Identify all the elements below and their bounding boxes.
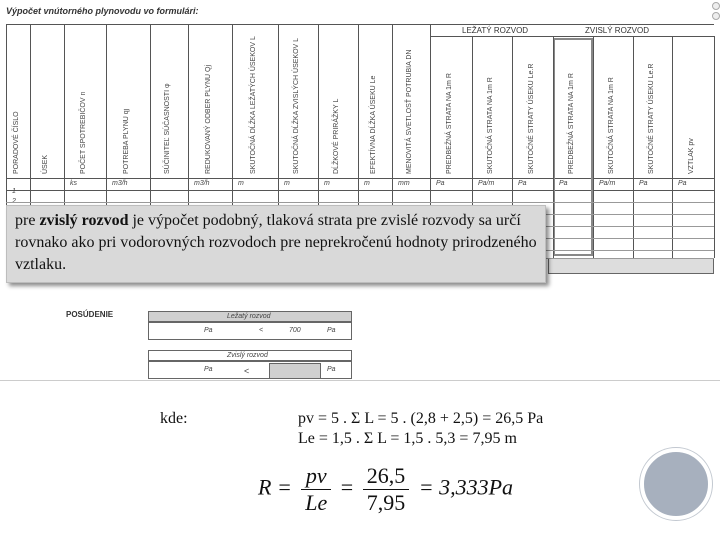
column-unit: ks <box>70 180 77 187</box>
column-unit: Pa/m <box>478 180 495 187</box>
column-header: POČET SPOTREBIČOV n <box>80 91 87 174</box>
column-divider <box>672 36 673 258</box>
header-bottom-line <box>6 178 714 179</box>
column-divider <box>553 36 554 258</box>
column-unit: m3/h <box>194 180 210 187</box>
column-unit: Pa <box>559 180 568 187</box>
zvisly-lt: < <box>244 366 250 376</box>
column-header: POTREBA PLYNU qj <box>123 108 130 174</box>
callout-bold: zvislý rozvod <box>39 212 129 229</box>
column-divider <box>633 36 634 258</box>
group-lezaty-rozvod: LEŽATÝ ROZVOD <box>462 26 529 35</box>
slide-dot-icon <box>712 12 720 20</box>
column-header: SKUTOČNÉ STRATY ÚSEKU Le.R <box>527 63 535 174</box>
column-unit: m <box>284 180 290 187</box>
le-equation: Le = 1,5 . Σ L = 1,5 . 5,3 = 7,95 m <box>298 430 517 447</box>
form-title: Výpočet vnútorného plynovodu vo formulári: <box>6 6 199 16</box>
zvisly-limit-cell <box>269 363 321 379</box>
r-formula: R = $\frac{pv}{Le}$ = $\frac{26,5}{7,95}$ = 3,333Pa <box>258 463 514 515</box>
zvisly-row <box>148 361 352 379</box>
lezaty-lt: < <box>259 327 264 334</box>
column-header: EFEKTÍVNA DĹŽKA ÚSEKU Le <box>370 75 377 174</box>
lezaty-header-cell <box>148 311 352 322</box>
zvisly-unit-a: Pa <box>204 366 213 373</box>
section-divider <box>0 380 720 381</box>
column-header: VZTLAK pv <box>688 138 695 174</box>
column-divider <box>714 36 715 258</box>
r-symbol: R = <box>258 474 292 500</box>
frac-den: 7,95 <box>366 490 406 515</box>
callout-note <box>6 205 546 283</box>
column-header: DĹŽKOVÉ PRIRÁŽKY L <box>333 98 340 174</box>
frac-num: 26,5 <box>363 463 410 490</box>
lezaty-label: Ležatý rozvod <box>227 313 271 320</box>
column-header: SKUTOČNÁ STRATA NA 1m R <box>608 77 615 174</box>
slide-dot-icon <box>712 2 720 10</box>
column-header: SÚČINITEĽ SÚČASNOSTI φ <box>164 83 171 174</box>
fraction-symbolic <box>301 463 331 516</box>
callout-text: je výpočet podobný, tlaková strata pre zvislé rozvody sa určí rovnako ako pri vodorovných rozvodoch pre neprekročenú hodnoty prirodzeného vztlaku. <box>15 212 537 273</box>
column-unit: Pa <box>518 180 527 187</box>
column-header: SKUTOČNÁ STRATA NA 1m R <box>487 77 494 174</box>
column-header: ÚSEK <box>42 154 49 174</box>
column-header: MENOVITÁ SVETLOSŤ POTRUBIA DN <box>406 49 413 174</box>
kde-label: kde: <box>160 410 188 427</box>
column-header: PORADOVÉ ČÍSLO <box>13 111 20 174</box>
form-top-line <box>6 24 714 25</box>
callout-prefix: pre <box>15 212 40 229</box>
column-header: PREDBEŽNÁ STRATA NA 1m R <box>446 73 453 174</box>
zvisly-unit-b: Pa <box>327 366 336 373</box>
lezaty-unit-a: Pa <box>204 327 213 334</box>
column-unit: Pa <box>678 180 687 187</box>
column-header: PREDBEŽNÁ STRATA NA 1m R <box>568 73 575 174</box>
lezaty-unit-b: Pa <box>327 327 336 334</box>
zvisly-label: Zvislý rozvod <box>227 352 268 359</box>
row-line <box>6 202 714 203</box>
units-bottom-line <box>6 190 714 191</box>
lezaty-row <box>148 322 352 340</box>
pv-equation: pv = 5 . Σ L = 5 . (2,8 + 2,5) = 26,5 Pa <box>298 410 544 427</box>
decorative-circle <box>640 448 712 520</box>
zvisly-header-cell <box>148 350 352 361</box>
column-divider <box>593 36 594 258</box>
column-unit: m <box>324 180 330 187</box>
column-unit: Pa <box>436 180 445 187</box>
lezaty-limit: 700 <box>289 327 301 334</box>
column-header: SKUTOČNÁ DĹŽKA LEŽATÝCH ÚSEKOV L <box>250 36 257 174</box>
fraction-numeric <box>363 463 410 516</box>
column-unit: m <box>238 180 244 187</box>
column-unit: m3/h <box>112 180 128 187</box>
column-header: SKUTOČNÁ DĹŽKA ZVISLÝCH ÚSEKOV L <box>293 37 300 174</box>
column-unit: Pa/m <box>599 180 616 187</box>
column-header: REDUKOVANÝ ODBER PLYNU Qj <box>205 64 212 174</box>
column-unit: Pa <box>639 180 648 187</box>
group-zvisly-rozvod: ZVISLÝ ROZVOD <box>585 26 650 35</box>
summary-row <box>548 258 714 274</box>
frac-le: Le <box>305 490 328 515</box>
column-unit: m <box>364 180 370 187</box>
column-header: SKUTOČNÉ STRATY ÚSEKU Le.R <box>647 63 655 174</box>
posudenie-label: POSÚDENIE <box>66 310 114 319</box>
r-result: = 3,333Pa <box>418 474 514 500</box>
frac-pv: pv <box>301 463 331 490</box>
row-number-1: 1 <box>12 188 16 195</box>
column-unit: mm <box>398 180 410 187</box>
